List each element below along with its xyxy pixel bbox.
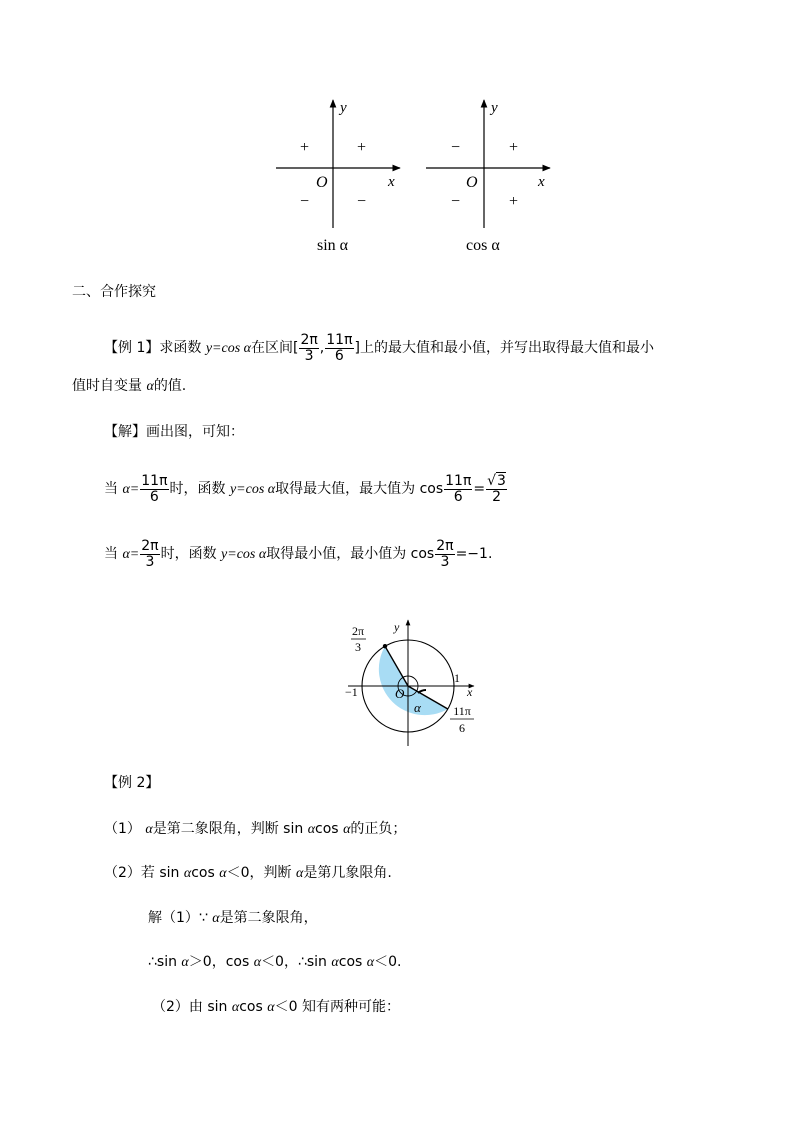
x-label: x (388, 174, 395, 190)
origin-label: O (466, 174, 478, 191)
y-label: y (491, 100, 498, 116)
interval-left: $\frac{2\pi}{3}$ (300, 331, 318, 364)
solution-max-line: 当 α= $\frac{11\pi}{6}$ 时，函数 y=cos α取得最大值，最大值为 cos $\frac{11\pi}{6}$ = $\frac{√3}{2}$ (104, 472, 506, 505)
unit-circle-figure (340, 616, 480, 748)
solution-2-line-3: （2）由 sin αcos α＜0 知有两种可能： (152, 999, 400, 1015)
angle-end-den: 6 (459, 721, 465, 735)
example-1-line-2: 值时自变量 α的值. (72, 378, 187, 394)
function-expr: y=cos α (205, 341, 251, 356)
solution-2-line-1: 解（1）∵ α是第二象限角， (148, 910, 318, 926)
quadrant-4-sign: + (509, 193, 519, 210)
cos-caption: cos α (466, 237, 500, 254)
alpha-arc-arrow (418, 690, 426, 693)
section-title: 二、合作探究 (72, 284, 156, 300)
solution-min-line: 当 α= $\frac{2\pi}{3}$ 时，函数 y=cos α取得最小值，最小值为 cos $\frac{2\pi}{3}$ =−1. (104, 537, 493, 570)
cos-sign-diagram (426, 100, 550, 254)
y-label: y (340, 100, 347, 116)
quadrant-2-sign: − (451, 139, 461, 156)
quadrant-3-sign: − (300, 193, 310, 210)
origin-label: O (395, 686, 405, 701)
sin-sign-diagram (276, 100, 400, 254)
example-1-line-1: 【例 1】求函数 y=cos α在区间[ $\frac{2\pi}{3}$ , $\frac{11\pi}{6}$ ]上的最大值和最小值，并写出取得最大值和最小 (104, 331, 654, 364)
quadrant-4-sign: − (357, 193, 367, 210)
solution-1-header: 【解】画出图，可知： (104, 424, 244, 440)
example-2-tag: 【例 2】 (104, 775, 160, 791)
sin-caption: sin α (317, 237, 349, 254)
y-label: y (394, 620, 400, 634)
one-label: 1 (454, 671, 460, 685)
solution-tag: 【解】 (104, 424, 146, 440)
example-2-question-1: （1） α是第二象限角，判断 sin αcos α的正负； (104, 821, 407, 837)
quadrant-1-sign: + (509, 139, 519, 156)
point-2pi-3 (383, 644, 387, 648)
angle-start-den: 3 (355, 640, 361, 654)
origin-label: O (316, 174, 328, 191)
alpha-label: α (414, 700, 421, 715)
sign-diagrams (270, 96, 560, 266)
x-label: x (467, 685, 473, 699)
example-tag: 【例 1】 (104, 340, 160, 356)
quadrant-1-sign: + (357, 139, 367, 156)
x-label: x (538, 174, 545, 190)
solution-2-line-2: ∴sin α＞0，cos α＜0，∴sin αcos α＜0. (148, 954, 402, 970)
quadrant-3-sign: − (451, 193, 461, 210)
neg-one-label: −1 (345, 685, 358, 699)
interval-right: $\frac{11\pi}{6}$ (326, 331, 353, 364)
example-2-question-2: （2）若 sin αcos α＜0，判断 α是第几象限角. (104, 865, 392, 881)
angle-end-num: 11π (453, 704, 471, 718)
sqrt3-over-2: $\frac{√3}{2}$ (487, 472, 506, 505)
quadrant-2-sign: + (300, 139, 310, 156)
angle-start-num: 2π (351, 624, 365, 638)
